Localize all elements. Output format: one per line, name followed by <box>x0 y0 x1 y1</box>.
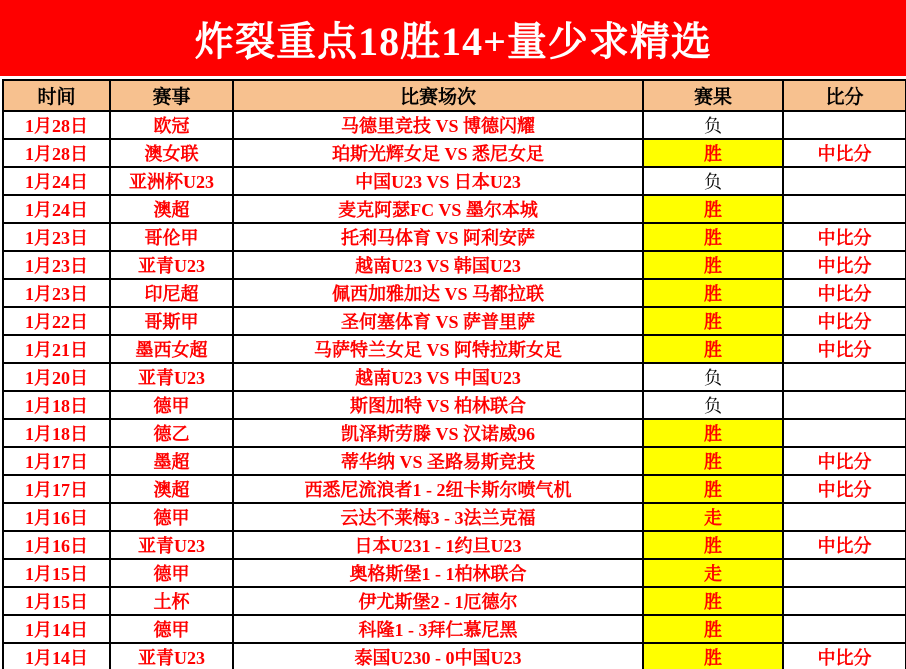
result-cell: 负 <box>643 363 783 391</box>
table-row <box>3 111 906 139</box>
match-cell: 西悉尼流浪者1 - 2纽卡斯尔喷气机 <box>233 475 643 503</box>
score-cell: 中比分 <box>783 251 906 279</box>
table-row <box>3 643 906 669</box>
score-cell: 中比分 <box>783 307 906 335</box>
table-row <box>3 167 906 195</box>
result-cell: 胜 <box>643 615 783 643</box>
score-cell: 中比分 <box>783 279 906 307</box>
match-cell: 蒂华纳 VS 圣路易斯竞技 <box>233 447 643 475</box>
match-cell: 泰国U230 - 0中国U23 <box>233 643 643 669</box>
league-cell: 德甲 <box>110 391 233 419</box>
match-cell: 托利马体育 VS 阿利安萨 <box>233 223 643 251</box>
date-cell: 1月23日 <box>3 251 110 279</box>
date-cell: 1月18日 <box>3 391 110 419</box>
match-cell: 奥格斯堡1 - 1柏林联合 <box>233 559 643 587</box>
date-cell: 1月20日 <box>3 363 110 391</box>
league-cell: 德甲 <box>110 503 233 531</box>
league-cell: 欧冠 <box>110 111 233 139</box>
result-cell: 胜 <box>643 419 783 447</box>
score-cell <box>783 559 906 587</box>
date-cell: 1月28日 <box>3 139 110 167</box>
result-cell: 胜 <box>643 531 783 559</box>
results-table-wrapper <box>0 76 906 669</box>
table-row <box>3 363 906 391</box>
score-cell: 中比分 <box>783 223 906 251</box>
table-row <box>3 251 906 279</box>
result-cell: 胜 <box>643 587 783 615</box>
table-row <box>3 531 906 559</box>
table-row <box>3 195 906 223</box>
date-cell: 1月16日 <box>3 531 110 559</box>
score-cell: 中比分 <box>783 475 906 503</box>
league-cell: 土杯 <box>110 587 233 615</box>
date-cell: 1月21日 <box>3 335 110 363</box>
date-cell: 1月28日 <box>3 111 110 139</box>
league-cell: 印尼超 <box>110 279 233 307</box>
col-header-score: 比分 <box>783 80 906 111</box>
match-cell: 圣何塞体育 VS 萨普里萨 <box>233 307 643 335</box>
league-cell: 亚青U23 <box>110 363 233 391</box>
score-cell: 中比分 <box>783 643 906 669</box>
table-row <box>3 279 906 307</box>
header-row <box>3 80 906 111</box>
score-cell <box>783 503 906 531</box>
result-cell: 胜 <box>643 223 783 251</box>
result-cell: 胜 <box>643 475 783 503</box>
match-cell: 珀斯光辉女足 VS 悉尼女足 <box>233 139 643 167</box>
result-cell: 胜 <box>643 335 783 363</box>
result-cell: 胜 <box>643 251 783 279</box>
match-cell: 凯泽斯劳滕 VS 汉诺威96 <box>233 419 643 447</box>
match-cell: 越南U23 VS 韩国U23 <box>233 251 643 279</box>
score-cell <box>783 391 906 419</box>
league-cell: 德乙 <box>110 419 233 447</box>
table-row <box>3 559 906 587</box>
date-cell: 1月17日 <box>3 475 110 503</box>
date-cell: 1月22日 <box>3 307 110 335</box>
league-cell: 澳超 <box>110 195 233 223</box>
score-cell: 中比分 <box>783 447 906 475</box>
col-header-match: 比赛场次 <box>233 80 643 111</box>
date-cell: 1月14日 <box>3 643 110 669</box>
banner-title: 炸裂重点18胜14+量少求精选 <box>194 18 712 64</box>
results-table <box>2 79 906 669</box>
match-cell: 马萨特兰女足 VS 阿特拉斯女足 <box>233 335 643 363</box>
result-cell: 胜 <box>643 195 783 223</box>
match-cell: 中国U23 VS 日本U23 <box>233 167 643 195</box>
match-cell: 云达不莱梅3 - 3法兰克福 <box>233 503 643 531</box>
table-row <box>3 419 906 447</box>
date-cell: 1月24日 <box>3 195 110 223</box>
table-row <box>3 503 906 531</box>
league-cell: 德甲 <box>110 559 233 587</box>
match-cell: 越南U23 VS 中国U23 <box>233 363 643 391</box>
date-cell: 1月14日 <box>3 615 110 643</box>
league-cell: 澳女联 <box>110 139 233 167</box>
result-cell: 走 <box>643 503 783 531</box>
score-cell <box>783 419 906 447</box>
league-cell: 哥伦甲 <box>110 223 233 251</box>
match-cell: 麦克阿瑟FC VS 墨尔本城 <box>233 195 643 223</box>
table-row <box>3 587 906 615</box>
col-header-time: 时间 <box>3 80 110 111</box>
table-row <box>3 139 906 167</box>
league-cell: 亚青U23 <box>110 643 233 669</box>
score-cell <box>783 167 906 195</box>
date-cell: 1月18日 <box>3 419 110 447</box>
date-cell: 1月16日 <box>3 503 110 531</box>
date-cell: 1月17日 <box>3 447 110 475</box>
score-cell <box>783 587 906 615</box>
match-cell: 斯图加特 VS 柏林联合 <box>233 391 643 419</box>
table-row <box>3 615 906 643</box>
league-cell: 哥斯甲 <box>110 307 233 335</box>
col-header-league: 赛事 <box>110 80 233 111</box>
league-cell: 亚洲杯U23 <box>110 167 233 195</box>
banner <box>0 0 906 76</box>
date-cell: 1月15日 <box>3 559 110 587</box>
league-cell: 墨西女超 <box>110 335 233 363</box>
table-row <box>3 307 906 335</box>
score-cell <box>783 111 906 139</box>
date-cell: 1月24日 <box>3 167 110 195</box>
league-cell: 墨超 <box>110 447 233 475</box>
score-cell <box>783 195 906 223</box>
date-cell: 1月23日 <box>3 223 110 251</box>
match-cell: 马德里竞技 VS 博德闪耀 <box>233 111 643 139</box>
table-row <box>3 447 906 475</box>
result-cell: 负 <box>643 167 783 195</box>
league-cell: 澳超 <box>110 475 233 503</box>
match-cell: 佩西加雅加达 VS 马都拉联 <box>233 279 643 307</box>
result-cell: 胜 <box>643 447 783 475</box>
result-cell: 走 <box>643 559 783 587</box>
result-cell: 胜 <box>643 307 783 335</box>
match-cell: 日本U231 - 1约旦U23 <box>233 531 643 559</box>
result-cell: 胜 <box>643 139 783 167</box>
result-cell: 胜 <box>643 279 783 307</box>
league-cell: 亚青U23 <box>110 251 233 279</box>
league-cell: 亚青U23 <box>110 531 233 559</box>
match-cell: 科隆1 - 3拜仁慕尼黑 <box>233 615 643 643</box>
score-cell <box>783 363 906 391</box>
results-table-body <box>3 111 906 669</box>
result-cell: 胜 <box>643 643 783 669</box>
score-cell <box>783 615 906 643</box>
table-row <box>3 335 906 363</box>
table-row <box>3 391 906 419</box>
result-cell: 负 <box>643 111 783 139</box>
match-cell: 伊尤斯堡2 - 1厄德尔 <box>233 587 643 615</box>
table-row <box>3 223 906 251</box>
table-row <box>3 475 906 503</box>
score-cell: 中比分 <box>783 139 906 167</box>
score-cell: 中比分 <box>783 335 906 363</box>
score-cell: 中比分 <box>783 531 906 559</box>
league-cell: 德甲 <box>110 615 233 643</box>
date-cell: 1月15日 <box>3 587 110 615</box>
date-cell: 1月23日 <box>3 279 110 307</box>
col-header-result: 赛果 <box>643 80 783 111</box>
result-cell: 负 <box>643 391 783 419</box>
